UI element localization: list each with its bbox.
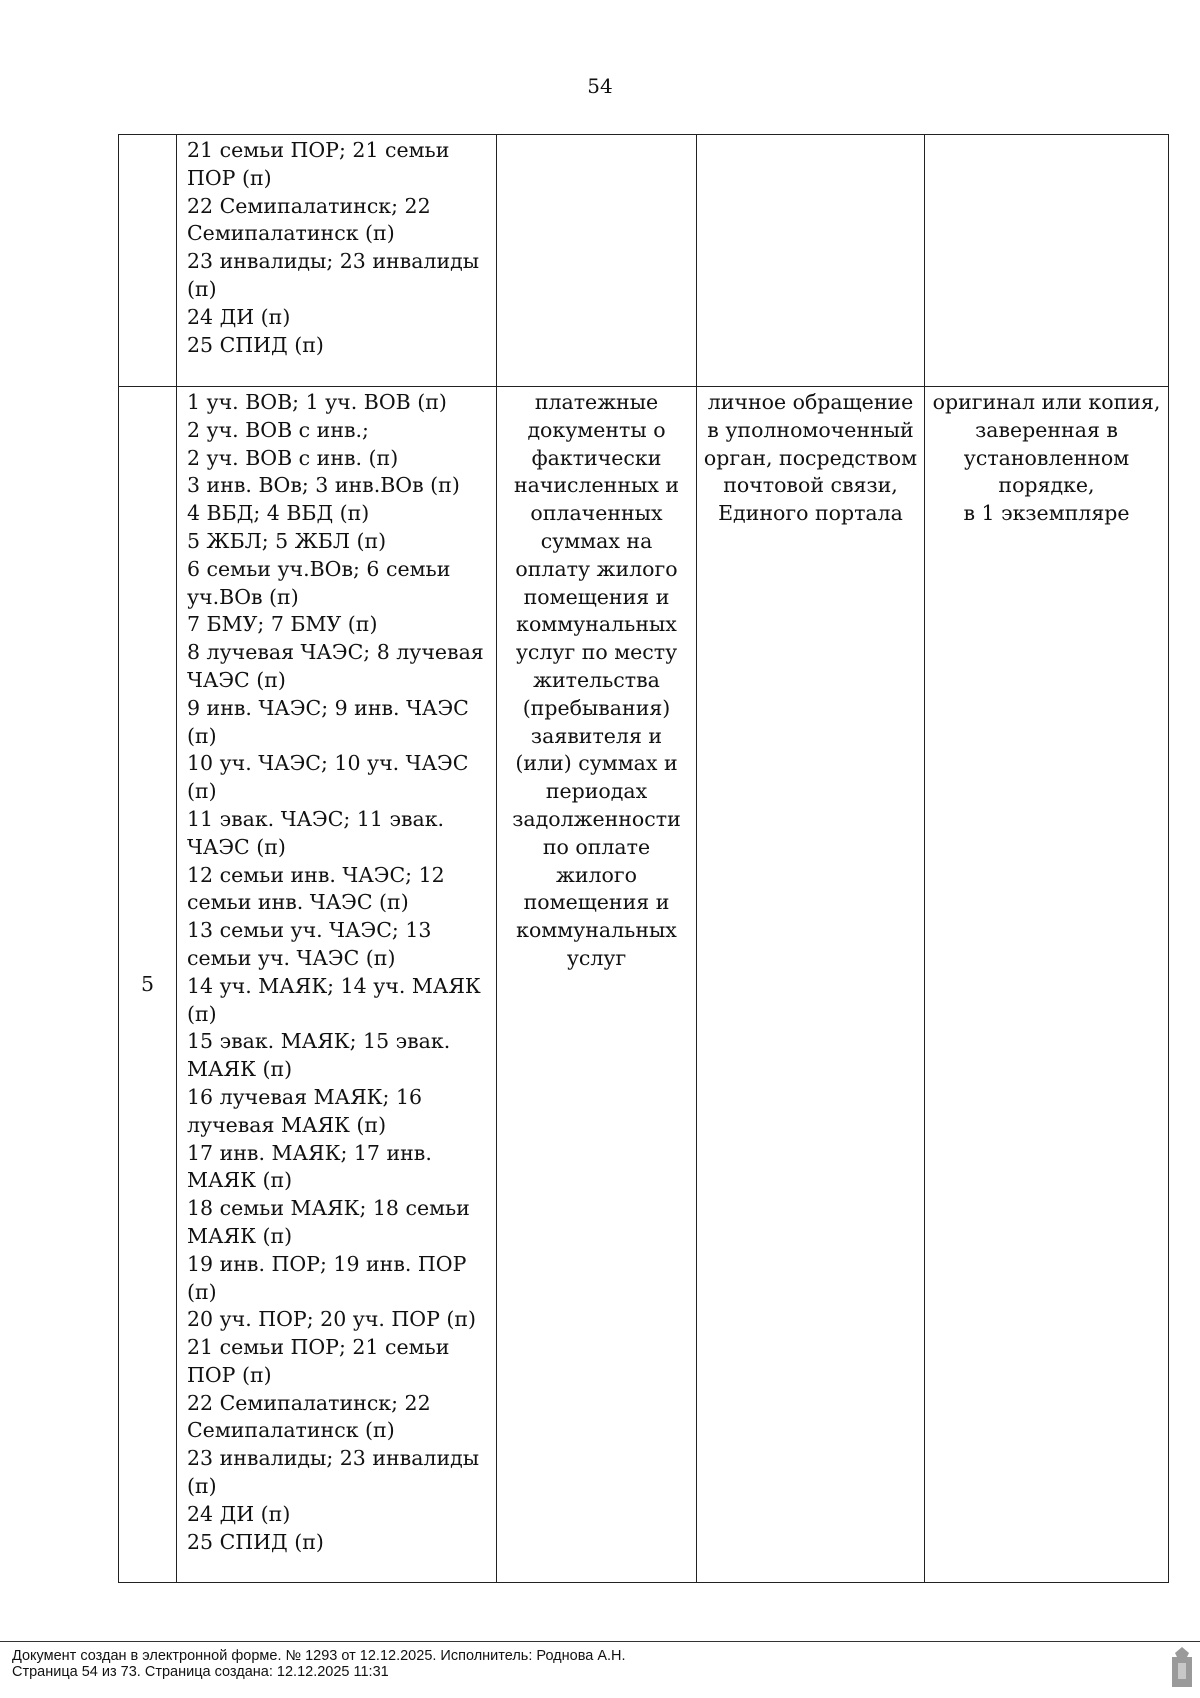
text-line: 22 Семипалатинск; 22 [187, 1390, 431, 1415]
categories-list [187, 137, 488, 359]
text-line: Семипалатинск (п) [187, 221, 395, 246]
requirements-table [118, 134, 1169, 1583]
text-line: почтовой связи, [723, 473, 898, 498]
document-cell [497, 387, 697, 1583]
text-line: (п) [187, 1001, 217, 1026]
text-line: 11 эвак. ЧАЭС; 11 эвак. [187, 806, 445, 831]
categories-list [187, 389, 488, 1556]
text-line: 23 инвалиды; 23 инвалиды [187, 249, 480, 274]
text-line: помещения и [523, 584, 670, 609]
table-row [119, 387, 1169, 1583]
footer-line-2: Страница 54 из 73. Страница создана: 12.12.2025 11:31 [12, 1664, 389, 1680]
text-line: 5 ЖБЛ; 5 ЖБЛ (п) [187, 528, 387, 553]
text-line: лучевая МАЯК (п) [187, 1112, 387, 1137]
text-line: в 1 экземпляре [963, 501, 1130, 526]
submission-method-cell [697, 135, 925, 387]
document-description [501, 389, 692, 973]
footer-divider [0, 1641, 1200, 1642]
text-line: 4 ВБД; 4 ВБД (п) [187, 501, 370, 526]
row-number-cell [119, 135, 177, 387]
form-cell [925, 135, 1169, 387]
text-line: услуг [566, 945, 627, 970]
text-line: (или) суммах и [515, 751, 678, 776]
text-line: 8 лучевая ЧАЭС; 8 лучевая [187, 640, 484, 665]
text-line: уч.ВОв (п) [187, 584, 299, 609]
text-line: периодах [545, 779, 648, 804]
form-text [929, 389, 1164, 528]
text-line: семьи уч. ЧАЭС (п) [187, 945, 396, 970]
footer-line-1: Документ создан в электронной форме. № 1293 от 12.12.2025. Исполнитель: Роднова А.Н. [12, 1648, 626, 1664]
text-line: орган, посредством [703, 445, 918, 470]
text-line: 16 лучевая МАЯК; 16 [187, 1084, 423, 1109]
text-line: 7 БМУ; 7 БМУ (п) [187, 612, 378, 637]
text-line: в уполномоченный [707, 417, 914, 442]
text-line: 24 ДИ (п) [187, 1501, 291, 1526]
text-line: 15 эвак. МАЯК; 15 эвак. [187, 1029, 451, 1054]
text-line: 13 семьи уч. ЧАЭС; 13 [187, 918, 432, 943]
text-line: 21 семьи ПОР; 21 семьи [187, 1335, 450, 1360]
text-line: оригинал или копия, [932, 390, 1161, 414]
text-line: 19 инв. ПОР; 19 инв. ПОР [187, 1251, 467, 1276]
text-line: Единого портала [718, 501, 903, 526]
text-line: помещения и [523, 890, 670, 915]
text-line: установленном [963, 445, 1130, 470]
text-line: оплаченных [530, 501, 663, 526]
text-line: документы о [527, 417, 666, 442]
text-line: 25 СПИД (п) [187, 332, 324, 357]
text-line: фактически [531, 445, 662, 470]
text-line: платежные [534, 390, 659, 414]
submission-method-cell [697, 387, 925, 1583]
text-line: коммунальных [516, 918, 677, 943]
text-line: по оплате [542, 834, 651, 859]
text-line: 10 уч. ЧАЭС; 10 уч. ЧАЭС [187, 751, 469, 776]
text-line: МАЯК (п) [187, 1057, 293, 1082]
text-line: 23 инвалиды; 23 инвалиды [187, 1446, 480, 1471]
text-line: 2 уч. ВОВ с инв.; [187, 417, 369, 442]
text-line: 12 семьи инв. ЧАЭС; 12 [187, 862, 445, 887]
row-number-cell: 5 [119, 387, 177, 1583]
categories-cell [177, 387, 497, 1583]
text-line: ПОР (п) [187, 1362, 272, 1387]
text-line: 17 инв. МАЯК; 17 инв. [187, 1140, 432, 1165]
text-line: МАЯК (п) [187, 1168, 293, 1193]
text-line: ЧАЭС (п) [187, 834, 286, 859]
text-line: суммах на [540, 528, 653, 553]
text-line: семьи инв. ЧАЭС (п) [187, 890, 409, 915]
footer [12, 1648, 626, 1680]
text-line: 22 Семипалатинск; 22 [187, 193, 431, 218]
text-line: 1 уч. ВОВ; 1 уч. ВОВ (п) [187, 390, 447, 414]
text-line: (п) [187, 1279, 217, 1304]
text-line: Семипалатинск (п) [187, 1418, 395, 1443]
text-line: (п) [187, 779, 217, 804]
categories-cell [177, 135, 497, 387]
text-line: 21 семьи ПОР; 21 семьи [187, 138, 450, 162]
text-line: жительства [533, 667, 660, 692]
text-line: порядке, [998, 473, 1095, 498]
text-line: (п) [187, 1474, 217, 1499]
text-line: ЧАЭС (п) [187, 667, 286, 692]
text-line: 3 инв. ВОв; 3 инв.ВОв (п) [187, 473, 460, 498]
text-line: услуг по месту [515, 640, 678, 665]
text-line: (пребывания) [522, 695, 671, 720]
text-line: оплату жилого [515, 556, 678, 581]
text-line: 6 семьи уч.ВОв; 6 семьи [187, 556, 451, 581]
text-line: коммунальных [516, 612, 677, 637]
text-line: заявителя и [530, 723, 663, 748]
text-line: 24 ДИ (п) [187, 304, 291, 329]
text-line: начисленных и [513, 473, 680, 498]
submission-method-text [701, 389, 920, 528]
text-line: (п) [187, 276, 217, 301]
coat-of-arms-icon [1172, 1645, 1192, 1687]
table-row [119, 135, 1169, 387]
text-line: 14 уч. МАЯК; 14 уч. МАЯК [187, 973, 481, 998]
text-line: жилого [556, 862, 637, 887]
text-line: задолженности [512, 806, 681, 831]
text-line: ПОР (п) [187, 165, 272, 190]
text-line: 25 СПИД (п) [187, 1529, 324, 1554]
text-line: (п) [187, 723, 217, 748]
text-line: личное обращение [707, 390, 914, 414]
text-line: 18 семьи МАЯК; 18 семьи [187, 1196, 470, 1221]
page-number: 54 [587, 74, 613, 98]
text-line: 20 уч. ПОР; 20 уч. ПОР (п) [187, 1307, 477, 1332]
text-line: 9 инв. ЧАЭС; 9 инв. ЧАЭС [187, 695, 469, 720]
form-cell [925, 387, 1169, 1583]
document-cell [497, 135, 697, 387]
text-line: 2 уч. ВОВ с инв. (п) [187, 445, 399, 470]
text-line: заверенная в [975, 417, 1118, 442]
text-line: МАЯК (п) [187, 1223, 293, 1248]
